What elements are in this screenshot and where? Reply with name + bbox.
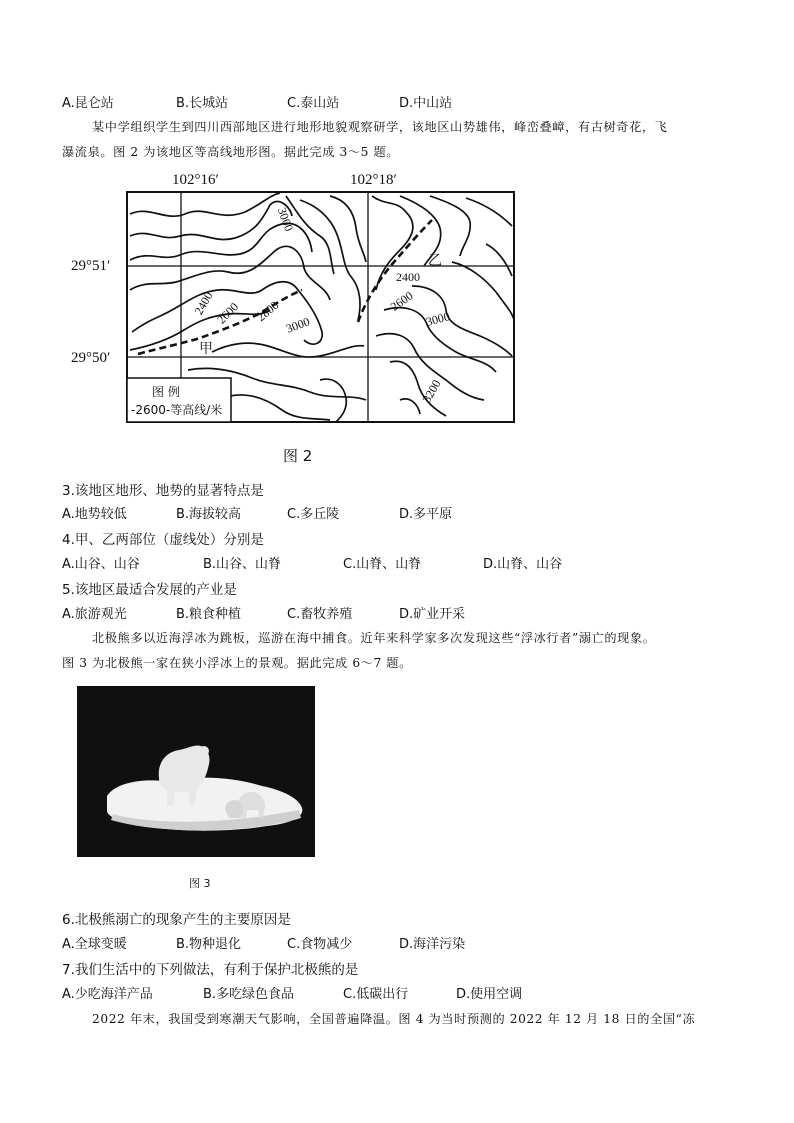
q6-option-c: C.食物减少 <box>287 937 353 952</box>
figure-2-caption: 图 2 <box>283 447 313 465</box>
q4-stem: 4.甲、乙两部位（虚线处）分别是 <box>62 532 264 548</box>
q2-option-a: A.昆仑站 <box>62 96 114 111</box>
map-longitude-right: 102°18′ <box>350 172 397 188</box>
q7-option-b: B.多吃绿色食品 <box>203 987 295 1002</box>
contour-label: 2800 <box>253 298 282 325</box>
contour-label: 3000 <box>424 309 452 329</box>
legend-title: 图 例 <box>152 385 180 399</box>
q3-option-d: D.多平原 <box>399 507 453 522</box>
contour-label: 2600 <box>387 288 416 314</box>
contour-label: 3000 <box>284 314 312 336</box>
q5-option-d: D.矿业开采 <box>399 607 466 622</box>
intro-paragraph-1-line-2: 瀑流泉。图 2 为该地区等高线地形图。据此完成 3～5 题。 <box>62 145 400 159</box>
q3-option-b: B.海拔较高 <box>176 507 242 522</box>
map-longitude-left: 102°16′ <box>172 172 219 188</box>
q5-option-a: A.旅游观光 <box>62 607 127 622</box>
q5-option-c: C.畜牧养殖 <box>287 607 353 622</box>
q2-option-c: C.泰山站 <box>287 96 340 111</box>
intro-paragraph-1-line-1: 某中学组织学生到四川西部地区进行地形地貌观察研学，该地区山势雄伟，峰峦叠嶂，有古树奇花，飞 <box>92 120 668 134</box>
figure-3-caption: 图 3 <box>189 877 211 890</box>
q7-option-a: A.少吃海洋产品 <box>62 987 153 1002</box>
intro-paragraph-3-line-1: 2022 年末，我国受到寒潮天气影响，全国普遍降温。图 4 为当时预测的 2022 年 12 月 18 日的全国“冻 <box>92 1012 696 1026</box>
q7-option-d: D.使用空调 <box>456 987 523 1002</box>
q4-option-b: B.山谷、山脊 <box>203 557 282 572</box>
label-yi: 乙 <box>428 253 442 269</box>
q3-stem: 3.该地区地形、地势的显著特点是 <box>62 483 264 499</box>
contour-label: 2400 <box>191 289 216 318</box>
q3-option-c: C.多丘陵 <box>287 507 340 522</box>
q6-option-b: B.物种退化 <box>176 937 242 952</box>
legend-item: -2600-等高线/米 <box>131 403 223 417</box>
q7-option-c: C.低碳出行 <box>343 987 409 1002</box>
contour-label: 3200 <box>419 377 444 406</box>
q7-stem: 7.我们生活中的下列做法，有利于保护北极熊的是 <box>62 962 359 978</box>
map-latitude-bottom: 29°50′ <box>71 350 111 366</box>
intro-paragraph-2-line-2: 图 3 为北极熊一家在狭小浮冰上的景观。据此完成 6～7 题。 <box>62 656 412 670</box>
q6-stem: 6.北极熊溺亡的现象产生的主要原因是 <box>62 912 291 928</box>
intro-paragraph-2-line-1: 北极熊多以近海浮冰为跳板，巡游在海中捕食。近年来科学家多次发现这些“浮冰行者”溺亡的现象。 <box>92 631 656 645</box>
q2-option-d: D.中山站 <box>399 96 453 111</box>
label-jia: 甲 <box>199 341 213 357</box>
polar-bear-photo <box>77 686 315 857</box>
q4-option-c: C.山脊、山脊 <box>343 557 422 572</box>
q6-option-d: D.海洋污染 <box>399 937 466 952</box>
q5-option-b: B.粮食种植 <box>176 607 242 622</box>
contour-label: 3000 <box>274 205 297 233</box>
map-latitude-top: 29°51′ <box>71 258 111 274</box>
q3-option-a: A.地势较低 <box>62 507 127 522</box>
q2-option-b: B.长城站 <box>176 96 229 111</box>
q4-option-a: A.山谷、山谷 <box>62 557 140 572</box>
contour-label: 2400 <box>396 270 420 284</box>
q4-option-d: D.山脊、山谷 <box>483 557 563 572</box>
q6-option-a: A.全球变暖 <box>62 937 127 952</box>
q5-stem: 5.该地区最适合发展的产业是 <box>62 582 237 598</box>
contour-label: 2600 <box>214 299 242 327</box>
